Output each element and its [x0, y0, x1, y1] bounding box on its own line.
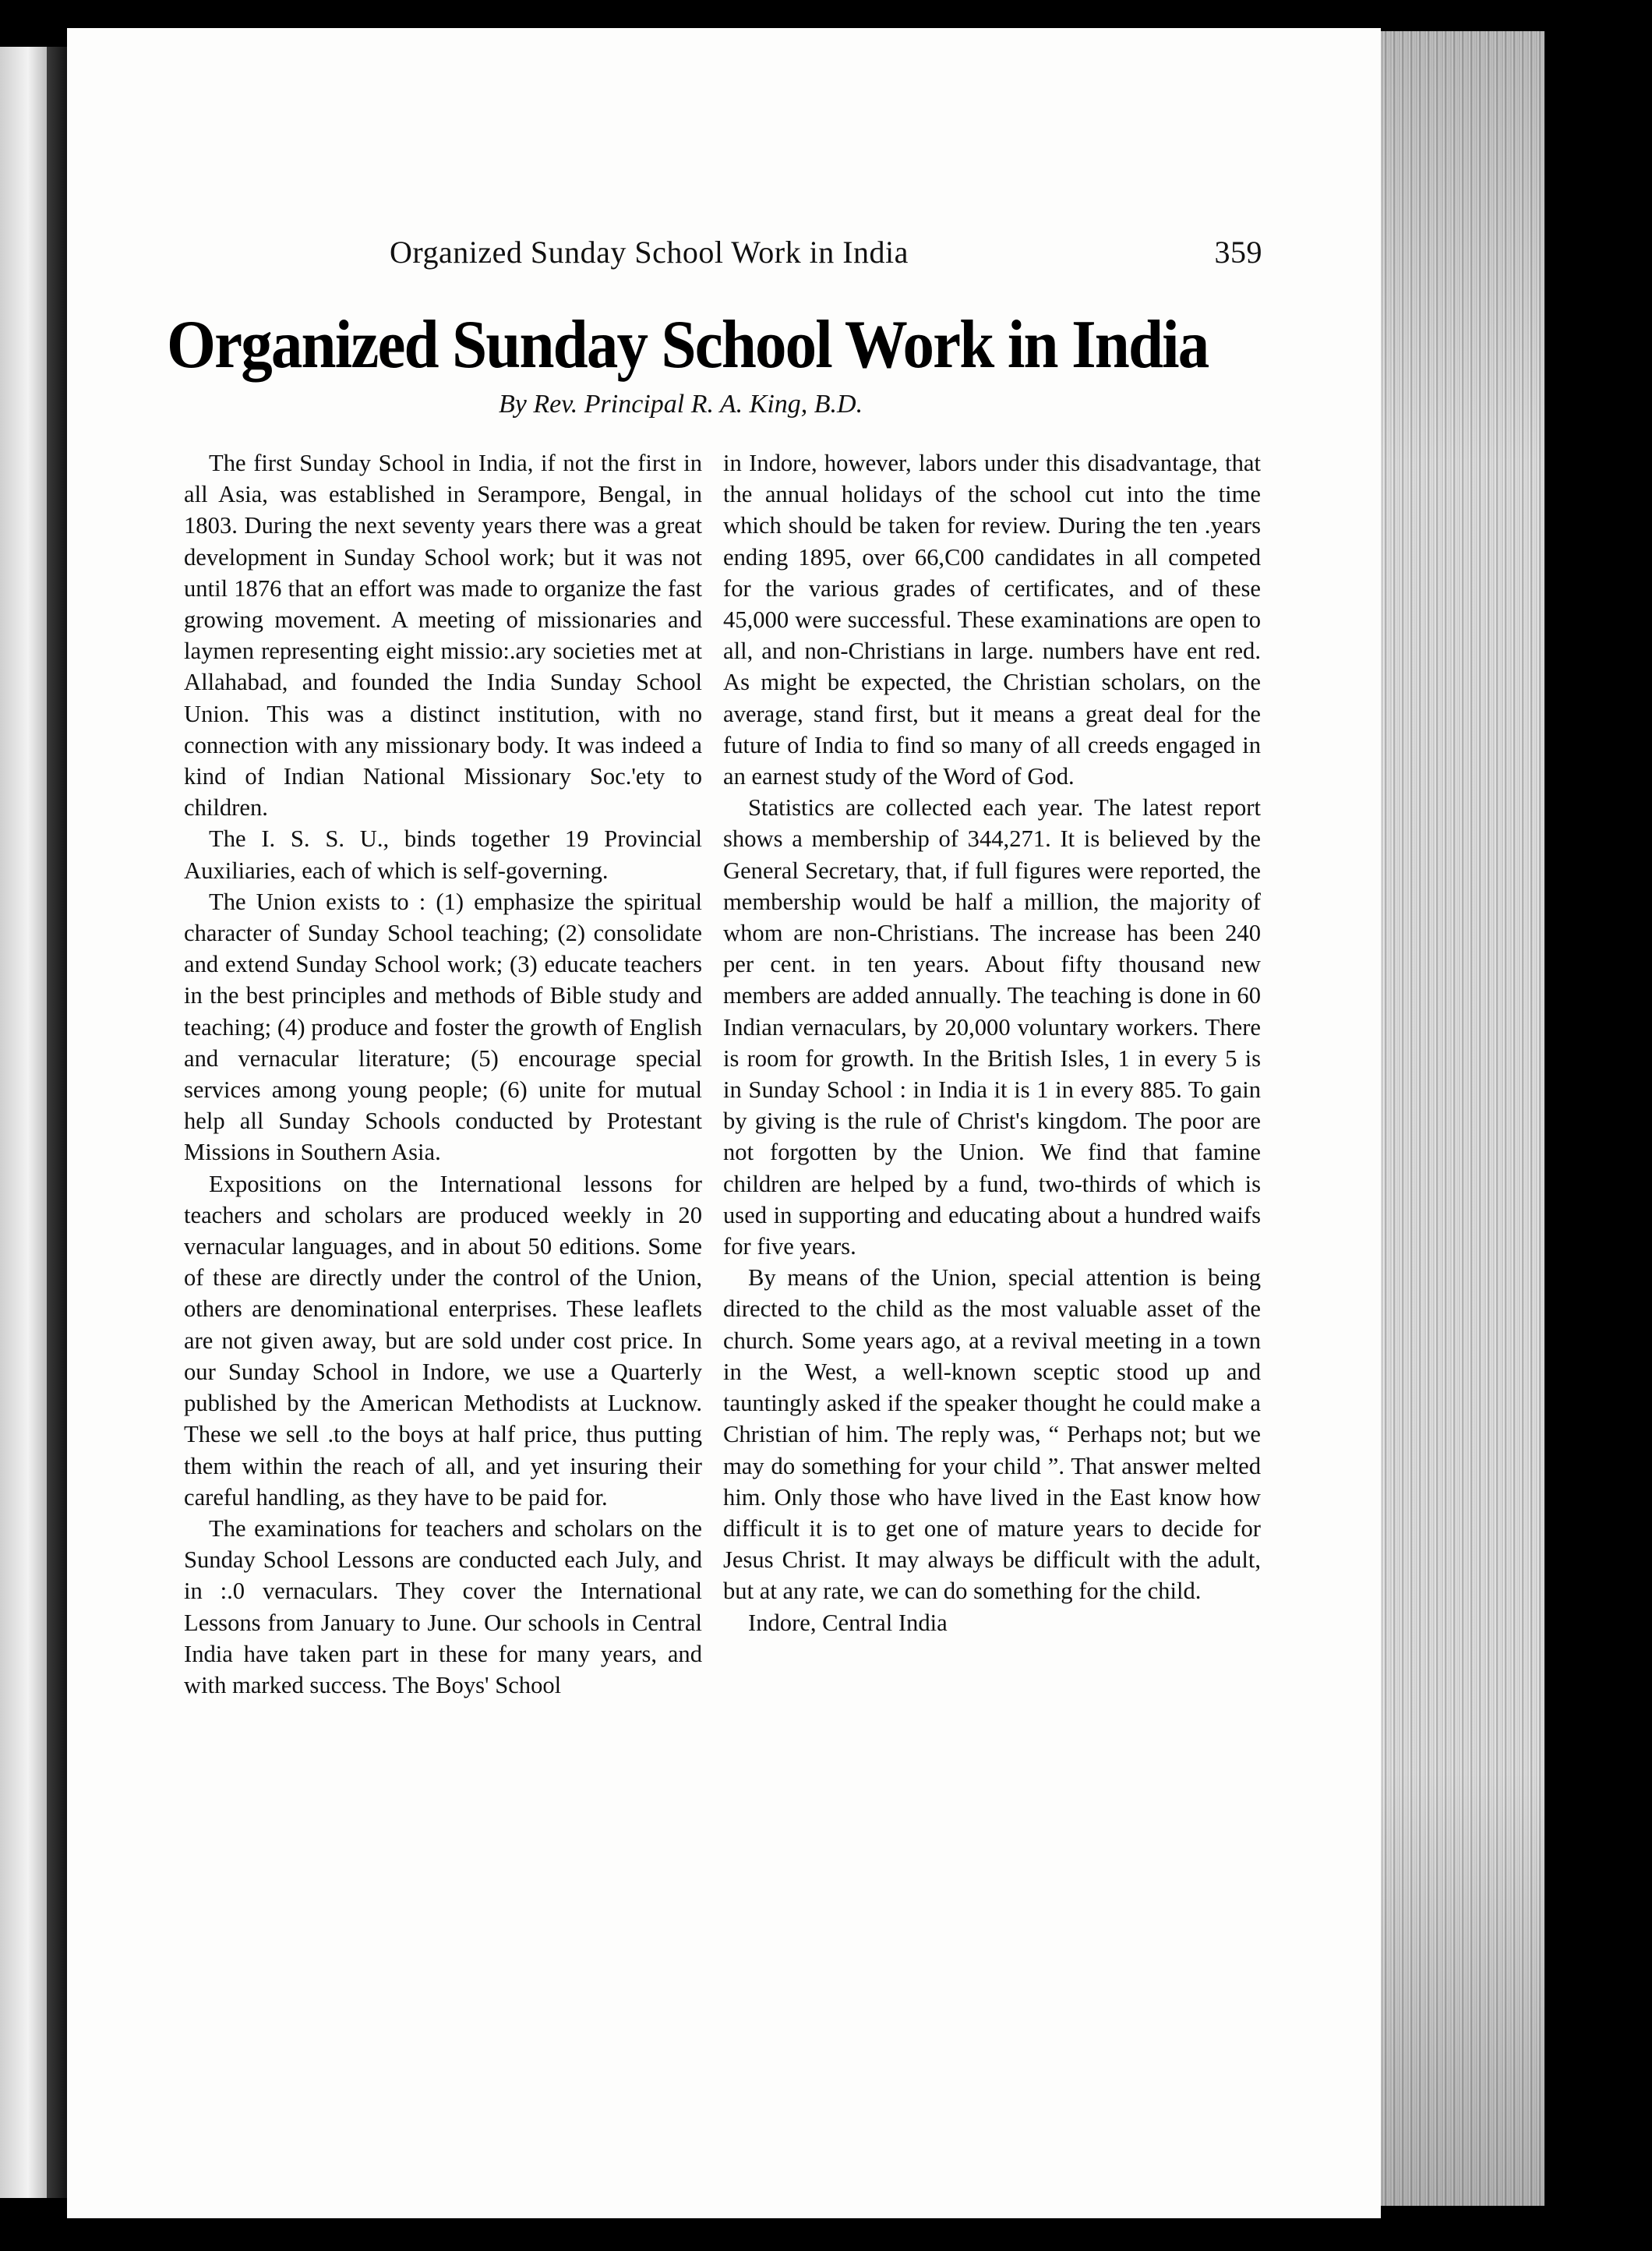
paragraph: The examinations for teachers and scholars on the Sunday School Lessons are conducted each July, and in :.0 vernaculars. They cover the International Lessons from January to June. Our schools in Central India have taken part in these for many years, and with marked success. The Boys' School: [184, 1514, 702, 1698]
paragraph: Expositions on the International lessons for teachers and scholars are produced weekly in 20 vernacular languages, and in about 50 editions. Some of these are directly under the control of the Union, others are denominational enterprises. These leaflets are not given away, but are sold under cost price. In our Sunday School in Indore, we use a Quarterly published by the American Methodists at Lucknow. These we sell .to the boys at half price, thus putting them within the reach of all, and yet insuring their careful handling, as they have to be paid for.: [184, 1170, 702, 1511]
left-column: [184, 447, 702, 1701]
paragraph: The first Sunday School in India, if not the first in all Asia, was established in Serampore, Bengal, in 1803. During the next seventy years there was a great development in Sunday School work; but it was not until 1876 that an effort was made to organize the fast growing movement. A meeting of missionaries and laymen representing eight missio:.ary societies met at Allahabad, and founded the India Sunday School Union. This was a distinct institution, with no connection with any missionary body. It was indeed a kind of Indian National Missionary Soc.'ety to children.: [184, 450, 702, 822]
facing-page-edge: [0, 47, 47, 2198]
paragraph: By means of the Union, special attention is being directed to the child as the most valuable asset of the church. Some years ago, at a revival meeting in a town in the West, a well-known sceptic stood up and tauntingly asked if the speaker thought he could make a Christian of him. The reply was, “ Perhaps not; but we may do something for your child ”. That answer melted him. Only those who have lived in the East know how difficult it is to get one of mature years to decide for Jesus Christ. It may always be difficult with the adult, but at any rate, we can do something for the child.: [723, 1264, 1261, 1605]
running-head-title: Organized Sunday School Work in India: [390, 235, 909, 270]
article-title: Organized Sunday School Work in India: [167, 307, 1209, 383]
paragraph: The I. S. S. U., binds together 19 Provincial Auxiliaries, each of which is self-governing.: [184, 825, 702, 884]
dateline: Indore, Central India: [748, 1609, 948, 1636]
paragraph-continued: in Indore, however, labors under this disadvantage, that the annual holidays of the school cut into the time which should be taken for review. During the ten .years ending 1895, over 66,C00 candidates in all competed for the various grades of certificates, and of these 45,000 were successful. These examinations are open to all, and non-Christians in large. numbers have ent red. As might be expected, the Christian scholars, on the average, stand first, but it means a great deal for the future of India to find so many of all creeds engaged in an earnest study of the Word of God.: [723, 450, 1261, 790]
page-edges: [1381, 31, 1544, 2206]
paragraph: The Union exists to : (1) emphasize the spiritual character of Sunday School teaching; (2) consolidate and extend Sunday School work; (3) educate teachers in the best principles and methods of Bible study and teaching; (4) produce and foster the growth of English and vernacular literature; (5) encourage special services among young people; (6) unite for mutual help all Sunday Schools conducted by Protestant Missions in Southern Asia.: [184, 888, 702, 1166]
right-column: [723, 447, 1261, 1638]
page-number: 359: [1214, 235, 1262, 270]
article-byline: By Rev. Principal R. A. King, B.D.: [499, 390, 863, 419]
paragraph: Statistics are collected each year. The latest report shows a membership of 344,271. It is believed by the General Secretary, that, if full figures were reported, the membership would be half a million, the majority of whom are non-Christians. The increase has been 240 per cent. in ten years. About fifty thousand new members are added annually. The teaching is done in 60 Indian vernaculars, by 20,000 voluntary workers. There is room for growth. In the British Isles, 1 in every 5 is in Sunday School : in India it is 1 in every 885. To gain by giving is the rule of Christ's kingdom. The poor are not forgotten by the Union. We find that famine children are helped by a fund, two-thirds of which is used in supporting and educating about a hundred waifs for five years.: [723, 794, 1261, 1260]
book-gutter: [47, 47, 69, 2198]
